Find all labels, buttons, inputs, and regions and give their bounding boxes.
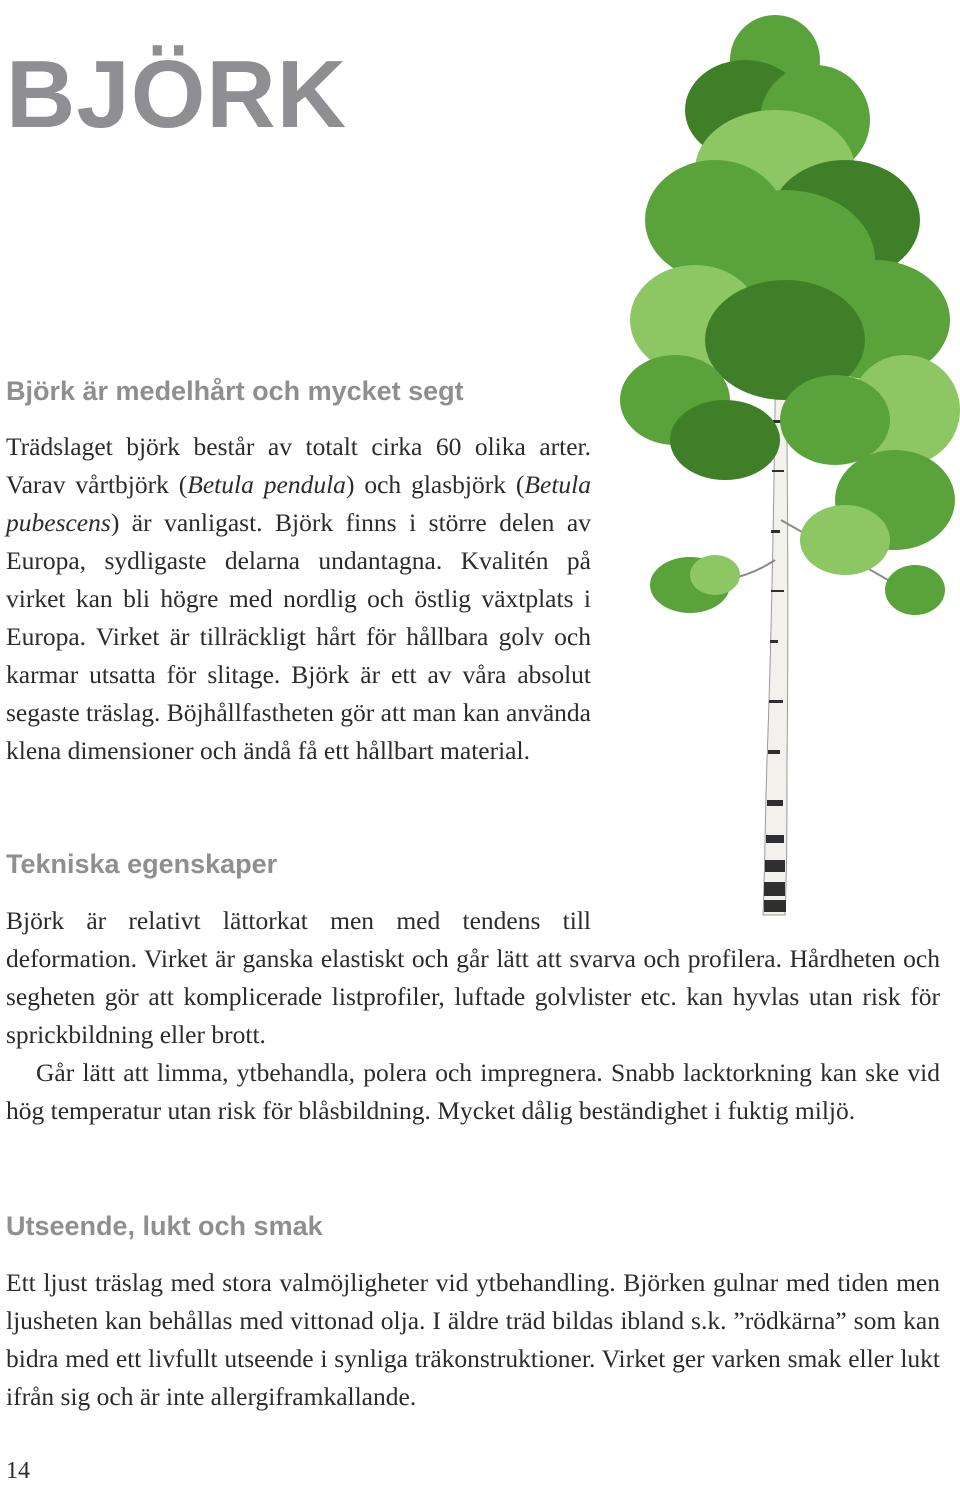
section-paragraph-technical-2: Går lätt att limma, ytbehandla, polera och impregnera. Snabb lacktorkning kan ske vid hög temperatur utan risk för blåsbildning. Mycket dålig beständighet i fuktig miljö. [6, 1058, 940, 1125]
section-paragraph-technical-line1: Björk är relativt lättorkat men med tendens till [6, 906, 591, 935]
paragraph-text: ) och glasbjörk ( [345, 470, 525, 499]
paragraph-text: ) är vanligast. Björk finns i större delen av Europa, sydligaste delarna undantagna. Kvalitén på virket kan bli högre med nordlig och östlig växtplats i Europa. Virket är tillräckligt hårt för hållbara golv och karmar utsatta för slitage. Björk är ett av våra absolut segaste träslag. Böjhållfastheten gör att man kan använda klena dimensioner och ändå få ett hållbart material. [6, 508, 591, 765]
paragraph-text: Trädslaget björk består av totalt cirka 60 olika arter. Varav vårtbjörk ( [6, 432, 591, 499]
page-number: 14 [6, 1458, 30, 1484]
section-heading-appearance: Utseende, lukt och smak [6, 1211, 323, 1241]
latin-name: Betula pubescens [6, 470, 591, 537]
section-heading-technical: Tekniska egenskaper [6, 849, 278, 879]
section-paragraph-properties [6, 428, 591, 770]
latin-name: Betula pendula [187, 470, 346, 499]
section-paragraph-technical: deformation. Virket är ganska elastiskt och går lätt att svarva och profilera. Hårdheten och segheten gör att komplicerade listprofiler, luftade golvlister etc. kan hyvlas utan risk för sprickbildning eller brott. [6, 944, 940, 1049]
section-heading-properties: Björk är medelhårt och mycket segt [6, 376, 464, 406]
birch-tree-illustration [615, 0, 960, 925]
section-paragraph-appearance: Ett ljust träslag med stora valmöjligheter vid ytbehandling. Björken gulnar med tiden men ljusheten kan behållas med vittonad olja. I äldre träd bildas ibland s.k. ”rödkärna” som kan bidra med ett livfullt utseende i synliga träkonstruktioner. Virket ger varken smak eller lukt ifrån sig och är inte allergiframkallande. [6, 1268, 940, 1411]
page-title: BJÖRK [6, 41, 348, 148]
